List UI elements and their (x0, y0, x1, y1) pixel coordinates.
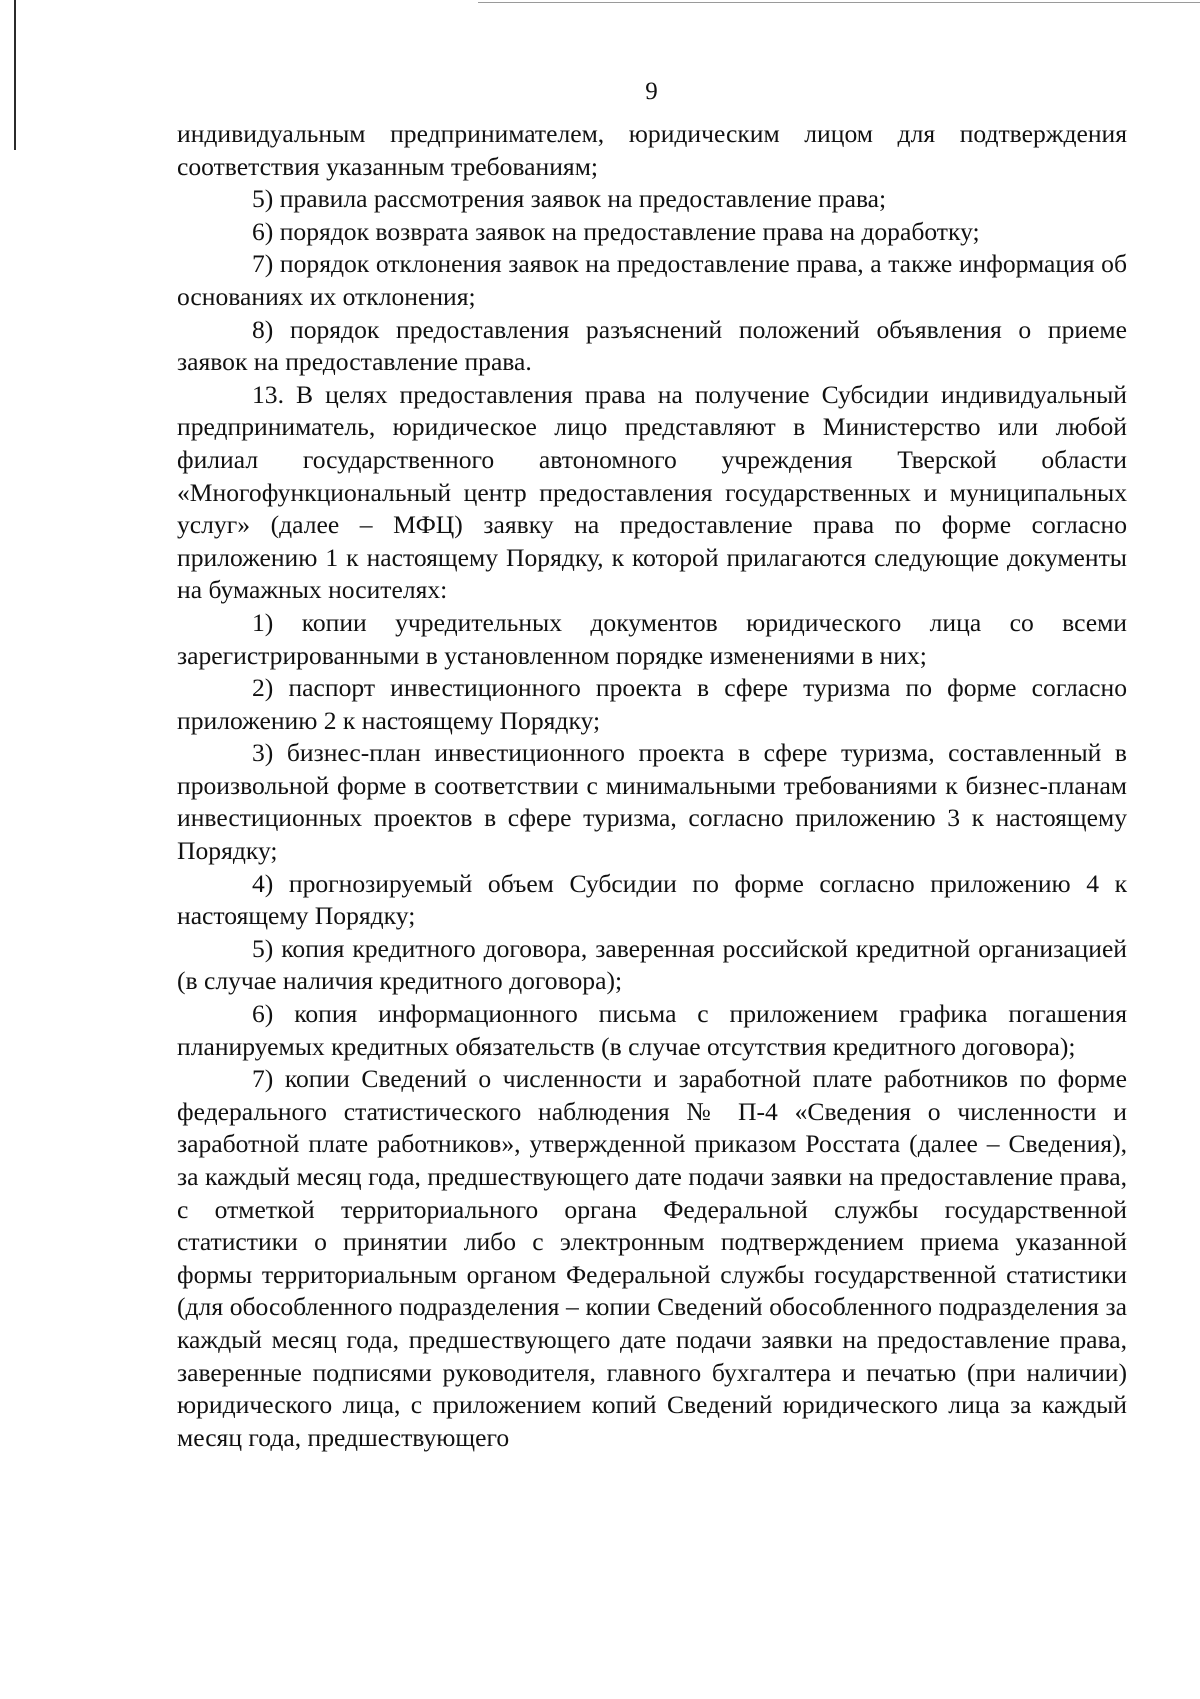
list-item-7-rejection: 7) порядок отклонения заявок на предоставление права, а также информация об основаниях их отклонения; (177, 249, 1127, 311)
paragraph-continuation: индивидуальным предпринимателем, юридическим лицом для подтверждения соответствия указанным требованиям; (177, 119, 1127, 181)
list-item-6-return: 6) порядок возврата заявок на предоставление права на доработку; (252, 216, 980, 246)
clause-13: 13. В целях предоставления права на получение Субсидии индивидуальный предприниматель, юридическое лицо представляют в Министерство или любой филиал государственного автономного учреждения Тверской области «Многофункциональный центр предоставления государственных и муниципальных услуг» (далее – МФЦ) заявку на предоставление права по форме согласно приложению 1 к настоящему Порядку, к которой прилагаются следующие документы на бумажных носителях: (177, 379, 1127, 605)
scan-top-line (478, 2, 1200, 3)
document-item-5: 5) копия кредитного договора, заверенная российской кредитной организацией (в случае наличия кредитного договора); (177, 933, 1127, 996)
document-item-1: 1) копии учредительных документов юридического лица со всеми зарегистрированными в установленном порядке изменениями в них; (177, 607, 1127, 670)
document-item-7: 7) копии Сведений о численности и заработной плате работников по форме федерального статистического наблюдения № П-4 «Сведения о численности и заработной плате работников», утвержденной приказом Росстата (далее – Сведения), за каждый месяц года, предшествующего дате подачи заявки на предоставление права, с отметкой территориального органа Федеральной службы государственной статистики о принятии либо с электронным подтверждением приема указанной формы территориальным органом Федеральной службы государственной статистики (для обособленного подразделения – копии Сведений обособленного подразделения за каждый месяц года, предшествующего дате подачи заявки на предоставление права, заверенные подписями руководителя, главного бухгалтера и печатью (при наличии) юридического лица, с приложением копий Сведений юридического лица за каждый месяц года, предшествующего (177, 1064, 1127, 1452)
document-item-2: 2) паспорт инвестиционного проекта в сфере туризма по форме согласно приложению 2 к настоящему Порядку; (177, 673, 1127, 735)
document-item-3: 3) бизнес-план инвестиционного проекта в сфере туризма, составленный в произвольной форме в соответствии с минимальными требованиями к бизнес-планам инвестиционных проектов в сфере туризма, согласно приложению 3 к настоящему Порядку; (177, 738, 1127, 866)
document-item-4: 4) прогнозируемый объем Субсидии по форме согласно приложению 4 к настоящему Порядку; (177, 868, 1127, 931)
document-item-6: 6) копия информационного письма с приложением графика погашения планируемых кредитных обязательств (в случае отсутствия кредитного договора); (177, 999, 1127, 1061)
document-body (177, 118, 1127, 1454)
scan-edge-mark (14, 0, 16, 150)
page-number: 9 (645, 78, 658, 105)
list-item-8-clarification: 8) порядок предоставления разъяснений положений объявления о приеме заявок на предоставление права. (177, 314, 1127, 377)
list-item-5-rules: 5) правила рассмотрения заявок на предоставление права; (252, 184, 887, 214)
